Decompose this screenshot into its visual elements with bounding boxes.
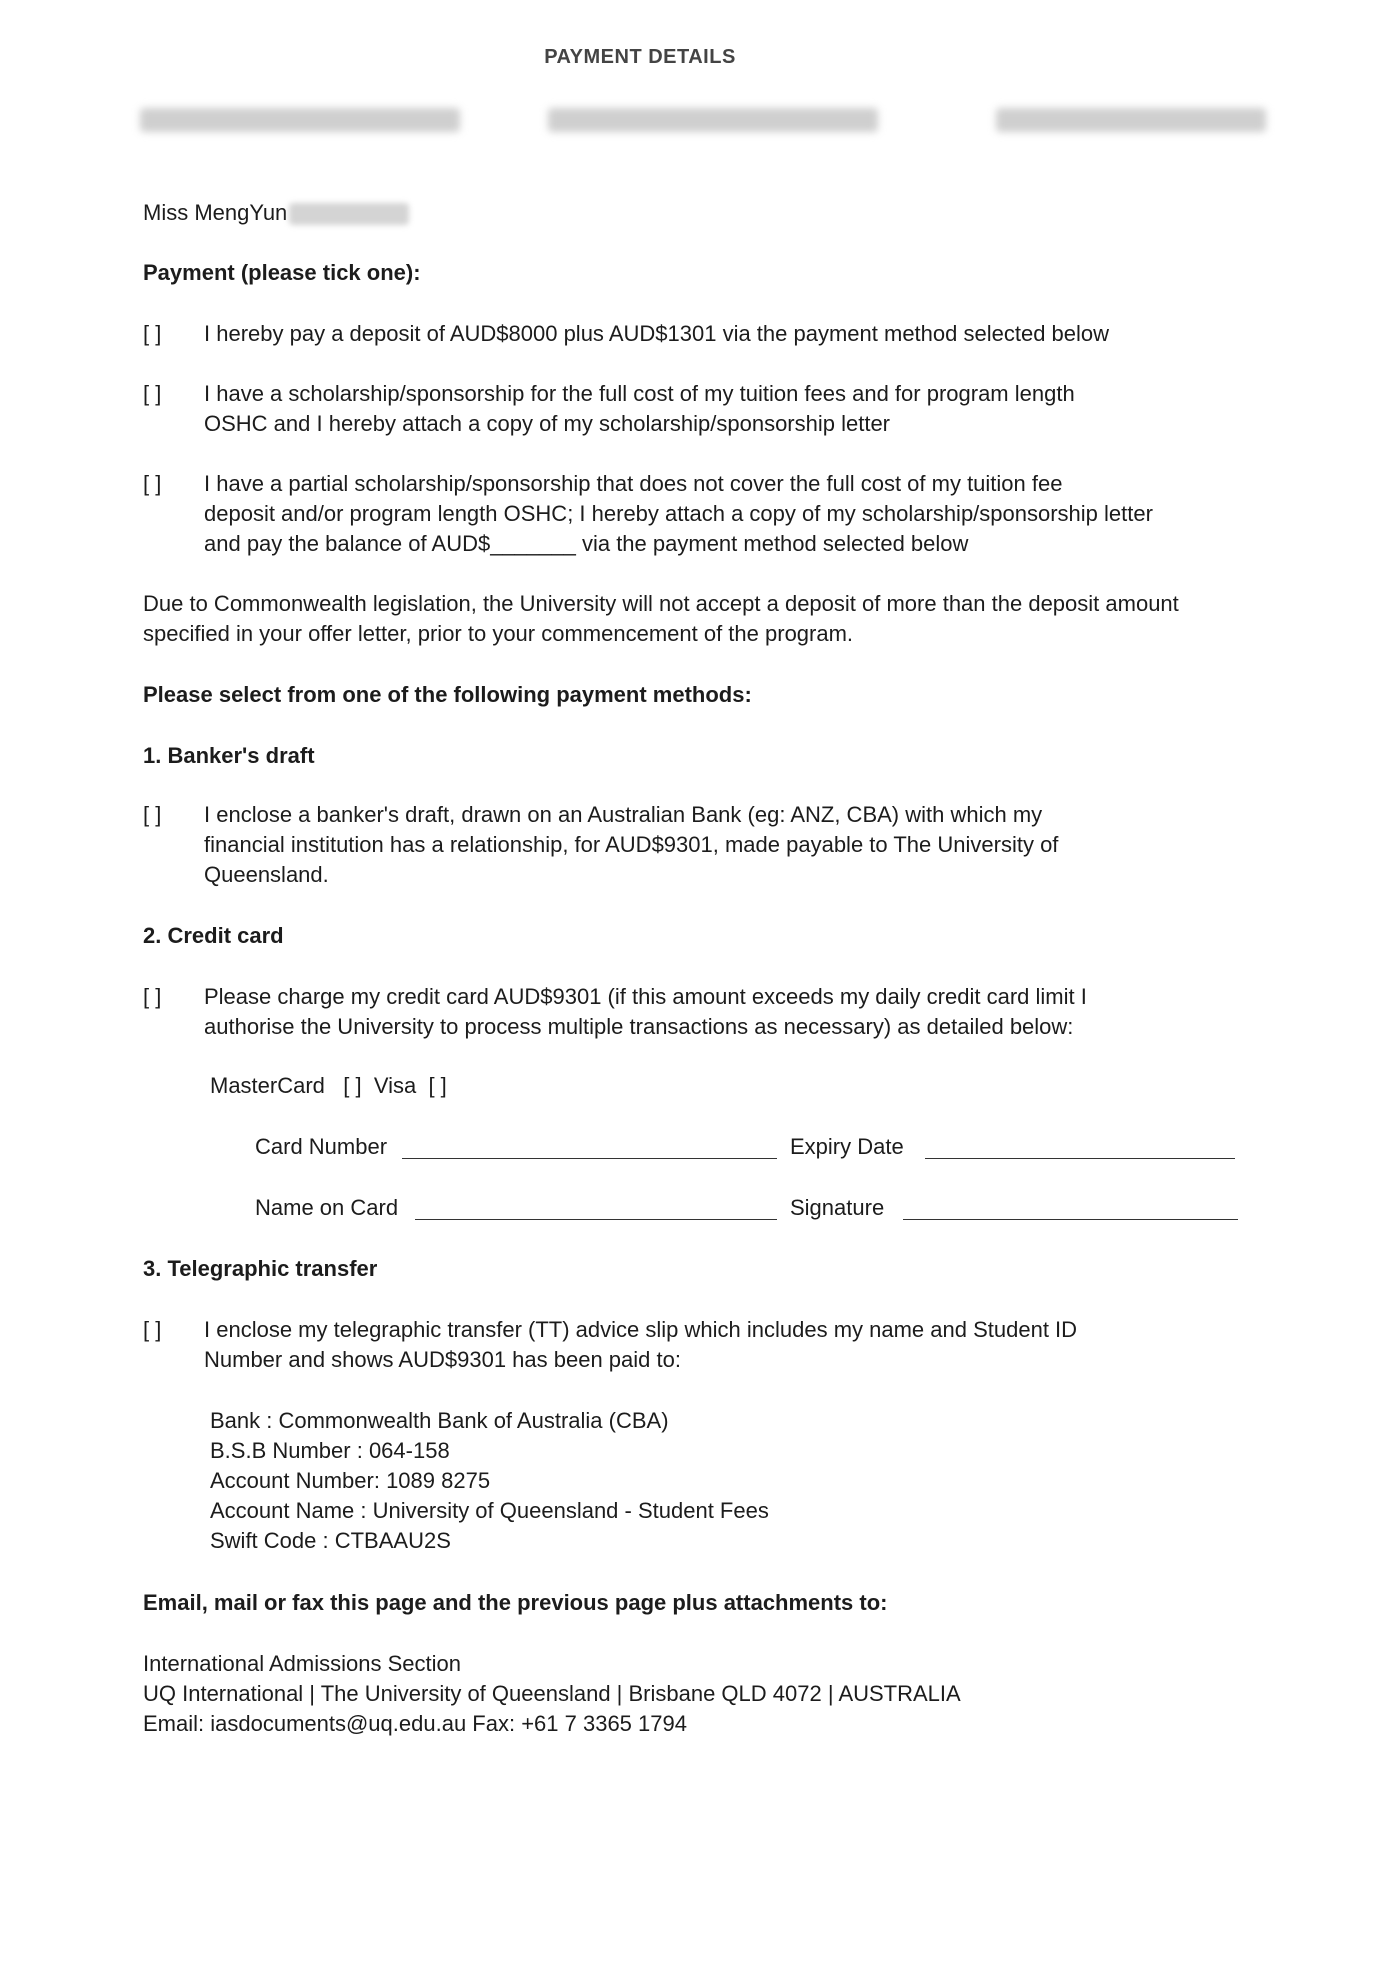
- bank-details: [210, 1406, 769, 1556]
- option-1-line: I hereby pay a deposit of AUD$8000 plus AUD$1301 via the payment method selected below: [204, 321, 1110, 346]
- telegraphic-checkbox[interactable]: [ ]: [143, 1317, 162, 1342]
- option-1-text: [204, 319, 1109, 349]
- redacted-date: [548, 108, 878, 132]
- swift-code: Swift Code : CTBAAU2S: [210, 1528, 451, 1553]
- option-2-checkbox[interactable]: [ ]: [143, 381, 162, 406]
- card-number-label: Card Number: [255, 1134, 388, 1159]
- card-type-options[interactable]: MasterCard [ ] Visa [ ]: [210, 1073, 447, 1098]
- credit-card-text: [204, 982, 1087, 1042]
- contact-line: Email: iasdocuments@uq.edu.au Fax: +61 7 3365 1794: [143, 1711, 687, 1736]
- legislation-line: specified in your offer letter, prior to your commencement of the program.: [143, 621, 854, 646]
- page-title: PAYMENT DETAILS: [544, 46, 736, 68]
- redacted-surname: [289, 203, 409, 225]
- credit-card-checkbox[interactable]: [ ]: [143, 984, 162, 1009]
- address-block: [143, 1649, 961, 1739]
- salutation-name: Miss MengYun: [143, 200, 288, 225]
- bankers-draft-line: Queensland.: [204, 862, 329, 887]
- telegraphic-heading: 3. Telegraphic transfer: [143, 1256, 378, 1281]
- account-number: Account Number: 1089 8275: [210, 1468, 491, 1493]
- telegraphic-line: I enclose my telegraphic transfer (TT) advice slip which includes my name and Student ID: [204, 1317, 1078, 1342]
- redacted-program-code: [996, 108, 1266, 132]
- bankers-draft-line: I enclose a banker's draft, drawn on an Australian Bank (eg: ANZ, CBA) with which my: [204, 802, 1043, 827]
- name-on-card-label: Name on Card: [255, 1195, 399, 1220]
- option-2-line: OSHC and I hereby attach a copy of my scholarship/sponsorship letter: [204, 411, 891, 436]
- option-2-text: [204, 379, 1075, 439]
- telegraphic-text: [204, 1315, 1077, 1375]
- signature-label: Signature: [790, 1195, 885, 1220]
- card-number-field[interactable]: [402, 1158, 777, 1159]
- account-name: Account Name : University of Queensland - Student Fees: [210, 1498, 769, 1523]
- bank-name: Bank : Commonwealth Bank of Australia (CBA): [210, 1408, 669, 1433]
- option-3-line: I have a partial scholarship/sponsorship that does not cover the full cost of my tuition fee: [204, 471, 1063, 496]
- option-2-line: I have a scholarship/sponsorship for the full cost of my tuition fees and for program length: [204, 381, 1075, 406]
- redacted-student-number: [140, 108, 460, 132]
- expiry-date-field[interactable]: [925, 1158, 1235, 1159]
- legislation-line: Due to Commonwealth legislation, the University will not accept a deposit of more than the deposit amount: [143, 591, 1179, 616]
- telegraphic-line: Number and shows AUD$9301 has been paid to:: [204, 1347, 681, 1372]
- send-heading: Email, mail or fax this page and the previous page plus attachments to:: [143, 1590, 888, 1615]
- credit-card-heading: 2. Credit card: [143, 923, 284, 948]
- address-line: International Admissions Section: [143, 1651, 461, 1676]
- credit-card-line: authorise the University to process multiple transactions as necessary) as detailed below:: [204, 1014, 1074, 1039]
- option-3-checkbox[interactable]: [ ]: [143, 471, 162, 496]
- option-3-text: [204, 469, 1153, 559]
- bsb-number: B.S.B Number : 064-158: [210, 1438, 450, 1463]
- payment-heading: Payment (please tick one):: [143, 260, 421, 285]
- bankers-draft-text: [204, 800, 1058, 890]
- bankers-draft-checkbox[interactable]: [ ]: [143, 802, 162, 827]
- name-on-card-field[interactable]: [415, 1219, 777, 1220]
- expiry-date-label: Expiry Date: [790, 1134, 904, 1159]
- credit-card-line: Please charge my credit card AUD$9301 (if this amount exceeds my daily credit card limit I: [204, 984, 1087, 1009]
- bankers-draft-heading: 1. Banker's draft: [143, 743, 315, 768]
- option-1-checkbox[interactable]: [ ]: [143, 321, 162, 346]
- legislation-note: [143, 589, 1179, 649]
- address-line: UQ International | The University of Queensland | Brisbane QLD 4072 | AUSTRALIA: [143, 1681, 961, 1706]
- methods-heading: Please select from one of the following payment methods:: [143, 682, 752, 707]
- option-3-line: and pay the balance of AUD$_______ via the payment method selected below: [204, 531, 969, 556]
- bankers-draft-line: financial institution has a relationship, for AUD$9301, made payable to The University of: [204, 832, 1059, 857]
- option-3-line: deposit and/or program length OSHC; I hereby attach a copy of my scholarship/sponsorship letter: [204, 501, 1153, 526]
- redacted-header-info: [140, 108, 1270, 134]
- signature-field[interactable]: [903, 1219, 1238, 1220]
- salutation: [143, 198, 409, 228]
